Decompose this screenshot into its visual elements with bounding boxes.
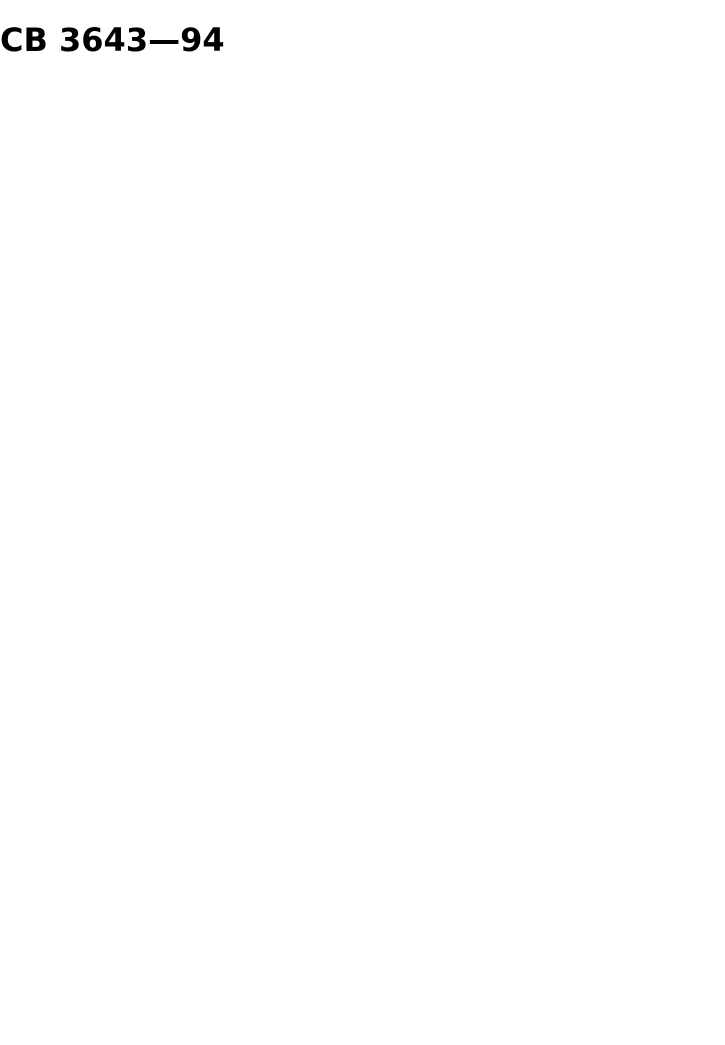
page [0,21,725,1045]
title: CB 3643—94 [0,21,225,60]
